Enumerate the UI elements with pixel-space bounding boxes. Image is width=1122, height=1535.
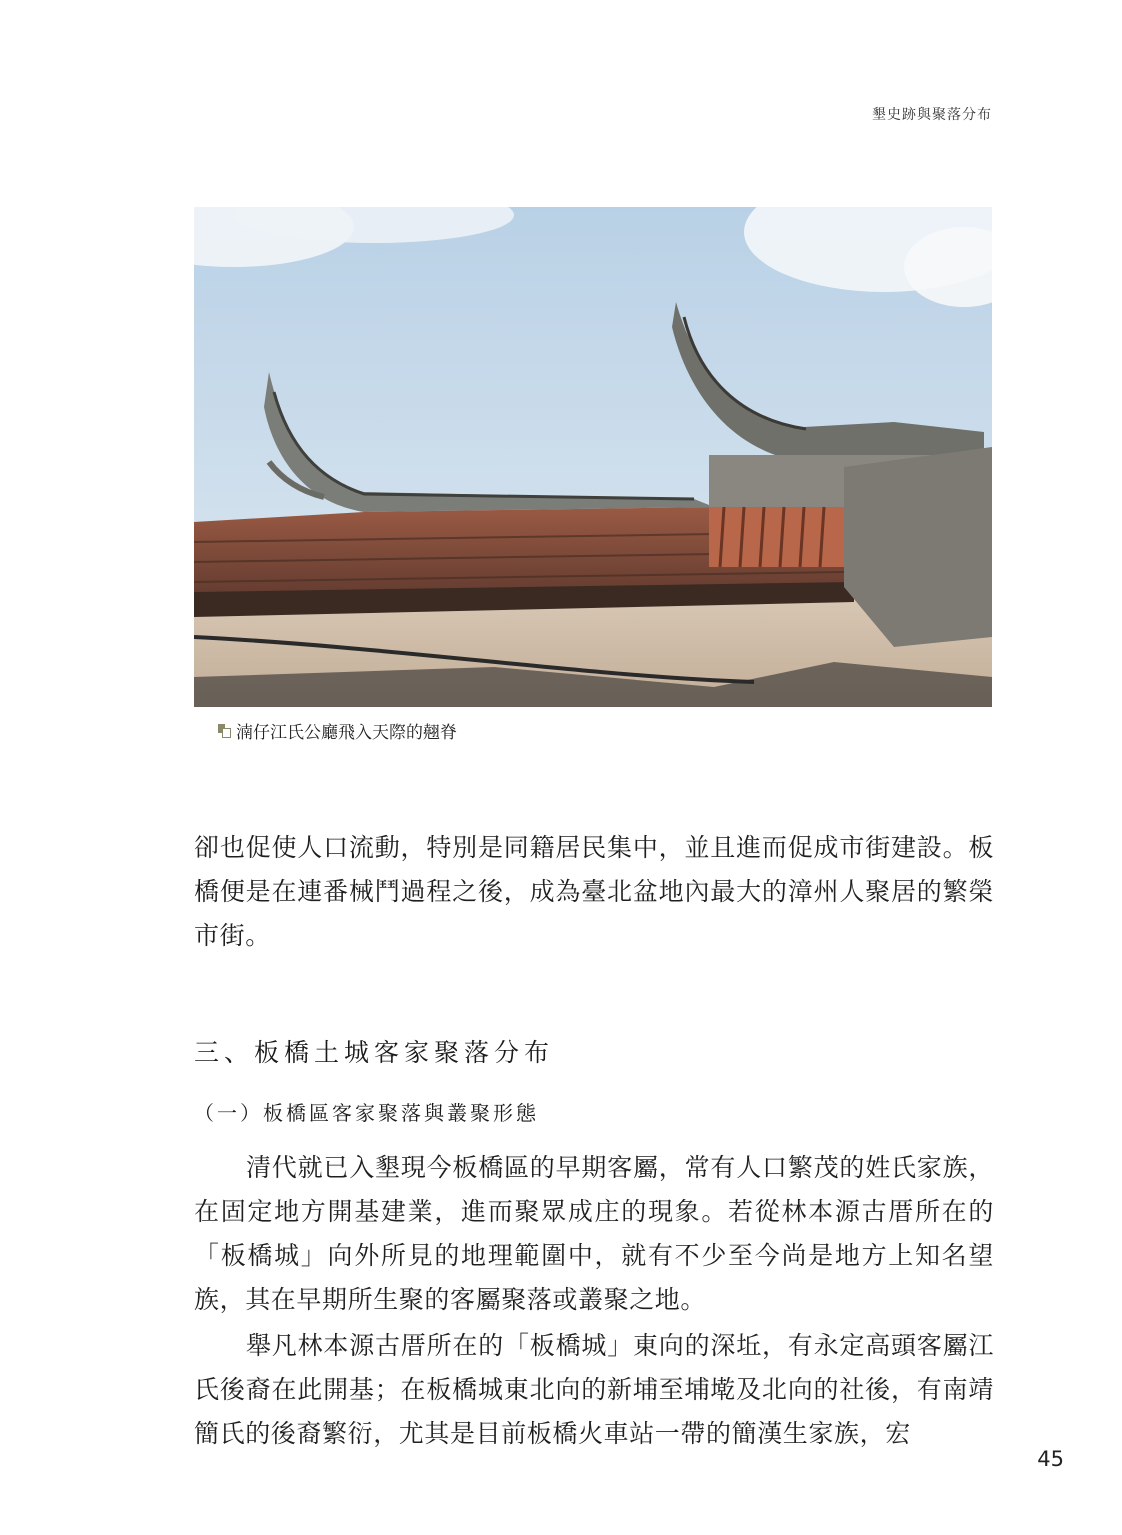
body-paragraph-1: 清代就已入墾現今板橋區的早期客屬，常有人口繁茂的姓氏家族，在固定地方開基建業，進而聚眾成庄的現象。若從林本源古厝所在的「板橋城」向外所見的地理範圍中，就有不少至今尚是地方上知名望族，其在早期所生聚的客屬聚落或叢聚之地。 (194, 1153, 994, 1314)
subsection-heading: （一）板橋區客家聚落與叢聚形態 (194, 1101, 539, 1125)
caption-marker-icon (218, 724, 230, 737)
photo-caption (218, 718, 457, 743)
photo-caption-text: 湳仔江氏公廳飛入天際的翹脊 (236, 723, 457, 743)
body-paragraph-2: 舉凡林本源古厝所在的「板橋城」東向的深坵，有永定高頭客屬江氏後裔在此開基；在板橋城東北向的新埔至埔墘及北向的社後，有南靖簡氏的後裔繁衍，尤其是目前板橋火車站一帶的簡漢生家族，宏 (194, 1331, 994, 1448)
intro-paragraph: 卻也促使人口流動，特別是同籍居民集中，並且進而促成市街建設。板橋便是在連番械鬥過程之後，成為臺北盆地內最大的漳州人聚居的繁榮市街。 (194, 833, 994, 950)
section-heading: 三、板橋土城客家聚落分布 (194, 1038, 555, 1067)
running-header: 墾史跡與聚落分布 (872, 107, 992, 123)
roof-ridge-photo (194, 207, 992, 707)
page-number: 45 (1037, 1447, 1064, 1471)
